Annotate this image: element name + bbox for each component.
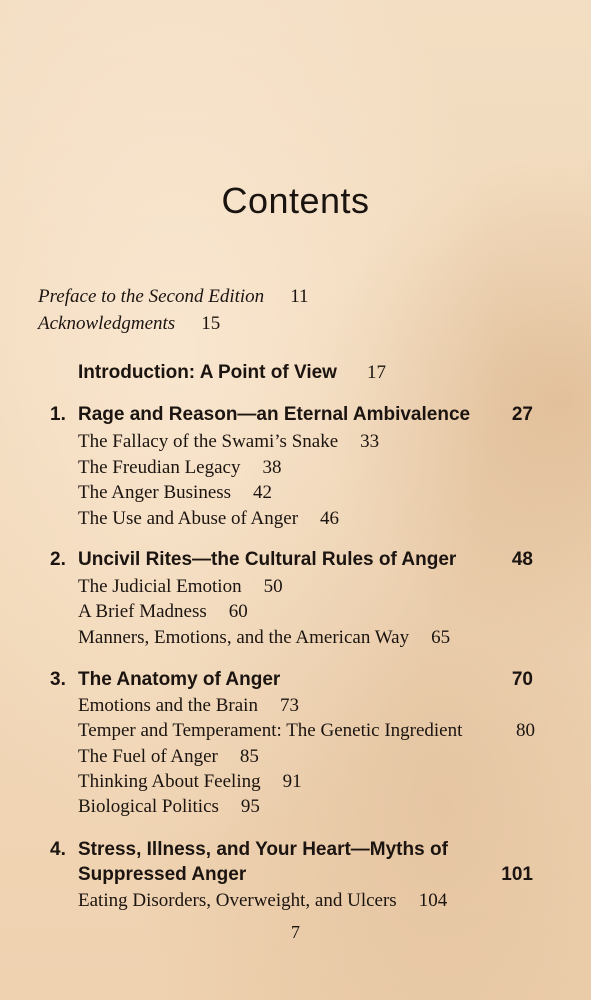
section-page: 38 bbox=[262, 457, 282, 478]
section-entry bbox=[78, 720, 535, 742]
chapter-title: The Anatomy of Anger bbox=[78, 669, 281, 690]
section-page: 95 bbox=[240, 796, 260, 817]
section-label: Eating Disorders, Overweight, and Ulcers bbox=[78, 890, 397, 911]
section-label: Manners, Emotions, and the American Way bbox=[78, 627, 410, 648]
section-label: The Judicial Emotion bbox=[78, 576, 242, 597]
section-entry bbox=[78, 890, 447, 912]
chapter-page: 48 bbox=[511, 549, 533, 570]
section-label: The Anger Business bbox=[78, 482, 232, 503]
section-label: Temper and Temperament: The Genetic Ingredient bbox=[78, 720, 463, 741]
introduction-page: 17 bbox=[366, 362, 386, 383]
chapter-title: Uncivil Rites—the Cultural Rules of Anger bbox=[78, 549, 457, 570]
front-matter-page: 15 bbox=[201, 313, 221, 334]
chapter-number: 3. bbox=[50, 669, 66, 690]
section-page: 65 bbox=[431, 627, 451, 648]
section-entry bbox=[78, 482, 272, 504]
section-page: 42 bbox=[253, 482, 273, 503]
introduction-entry bbox=[78, 362, 386, 384]
section-page: 50 bbox=[263, 576, 283, 597]
section-entry bbox=[78, 601, 248, 623]
section-entry bbox=[78, 771, 302, 793]
front-matter-acknowledgments bbox=[38, 313, 220, 335]
page-number: 7 bbox=[291, 922, 300, 942]
chapter-page: 101 bbox=[501, 864, 533, 885]
section-label: The Fuel of Anger bbox=[78, 746, 218, 767]
section-page: 73 bbox=[279, 695, 299, 716]
section-label: The Use and Abuse of Anger bbox=[78, 508, 299, 529]
front-matter-label: Preface to the Second Edition bbox=[38, 286, 265, 307]
section-entry bbox=[78, 431, 379, 453]
section-entry bbox=[78, 576, 283, 598]
chapter-number: 4. bbox=[50, 839, 66, 860]
section-entry bbox=[78, 695, 299, 717]
front-matter-page: 11 bbox=[290, 286, 309, 307]
page-title: Contents bbox=[221, 180, 370, 221]
section-entry bbox=[78, 746, 259, 768]
front-matter-label: Acknowledgments bbox=[38, 313, 176, 334]
chapter-title-line-1: Stress, Illness, and Your Heart—Myths of bbox=[78, 839, 448, 860]
chapter-page: 27 bbox=[511, 404, 533, 425]
front-matter-preface bbox=[38, 286, 308, 308]
section-label: Thinking About Feeling bbox=[78, 771, 261, 792]
chapter-number: 2. bbox=[50, 549, 66, 570]
section-label: The Fallacy of the Swami’s Snake bbox=[78, 431, 339, 452]
section-entry bbox=[78, 627, 450, 649]
section-entry bbox=[78, 796, 260, 818]
section-page: 80 bbox=[516, 720, 535, 741]
section-label: A Brief Madness bbox=[78, 601, 207, 622]
chapter-page: 70 bbox=[511, 669, 533, 690]
section-label: Emotions and the Brain bbox=[78, 695, 258, 716]
chapter-title-line-2: Suppressed Anger bbox=[78, 864, 247, 885]
section-page: 85 bbox=[239, 746, 259, 767]
section-page: 60 bbox=[228, 601, 248, 622]
chapter-number: 1. bbox=[50, 404, 66, 425]
section-label: The Freudian Legacy bbox=[78, 457, 241, 478]
section-entry bbox=[78, 457, 281, 479]
chapter-title: Rage and Reason—an Eternal Ambivalence bbox=[78, 404, 471, 425]
section-page: 91 bbox=[282, 771, 302, 792]
section-label: Biological Politics bbox=[78, 796, 219, 817]
section-entry bbox=[78, 508, 339, 530]
section-page: 104 bbox=[418, 890, 448, 911]
section-page: 46 bbox=[320, 508, 340, 529]
section-page: 33 bbox=[360, 431, 380, 452]
introduction-label: Introduction: A Point of View bbox=[78, 362, 337, 383]
